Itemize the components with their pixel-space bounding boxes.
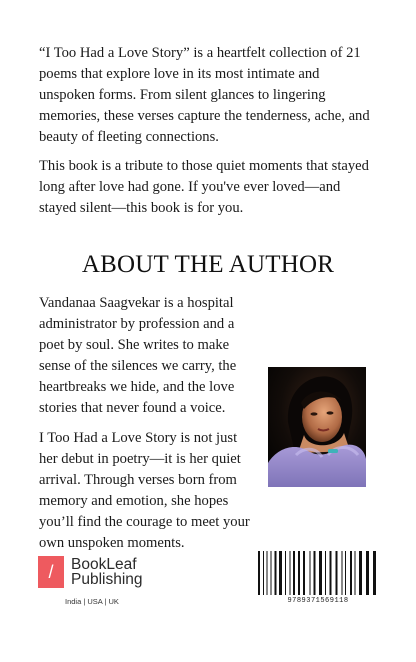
publisher-name-line-2: Publishing — [71, 571, 143, 588]
publisher-name-line-1: BookLeaf — [71, 556, 137, 573]
author-photo — [268, 367, 366, 487]
blurb-paragraph-1: “I Too Had a Love Story” is a heartfelt collection of 21 poems that explore love in its most intimate and unspoken forms. From silent glances to lingering memories, these verses capture the tenderness, ache, and beauty of fleeting connections. — [39, 45, 370, 145]
publisher-slash-icon: / — [38, 556, 64, 588]
barcode-bars-icon — [254, 551, 382, 597]
isbn-number: 9789371569118 — [287, 597, 349, 605]
publisher-logo — [38, 556, 143, 588]
about-author-heading: ABOUT THE AUTHOR — [81, 251, 335, 278]
author-portrait-image — [268, 367, 366, 487]
author-paragraph-2: I Too Had a Love Story is not just her debut in poetry—it is her quiet arrival. Through verses born from memory and emotion, she hopes you’ll find the courage to meet your own unspoken moments. — [39, 430, 250, 551]
author-paragraph-1: Vandanaa Saagvekar is a hospital administrator by profession and a poet by soul. She writes to make sense of the silences we carry, the heartbreaks we hide, and the love stories that never found a voice. — [39, 295, 237, 416]
publisher-name — [71, 557, 143, 587]
blurb-paragraph-2: This book is a tribute to those quiet moments that stayed long after love had gone. If you've ever loved—and stayed silent—this book is for you. — [39, 158, 369, 216]
publisher-regions: India | USA | UK — [65, 597, 119, 606]
